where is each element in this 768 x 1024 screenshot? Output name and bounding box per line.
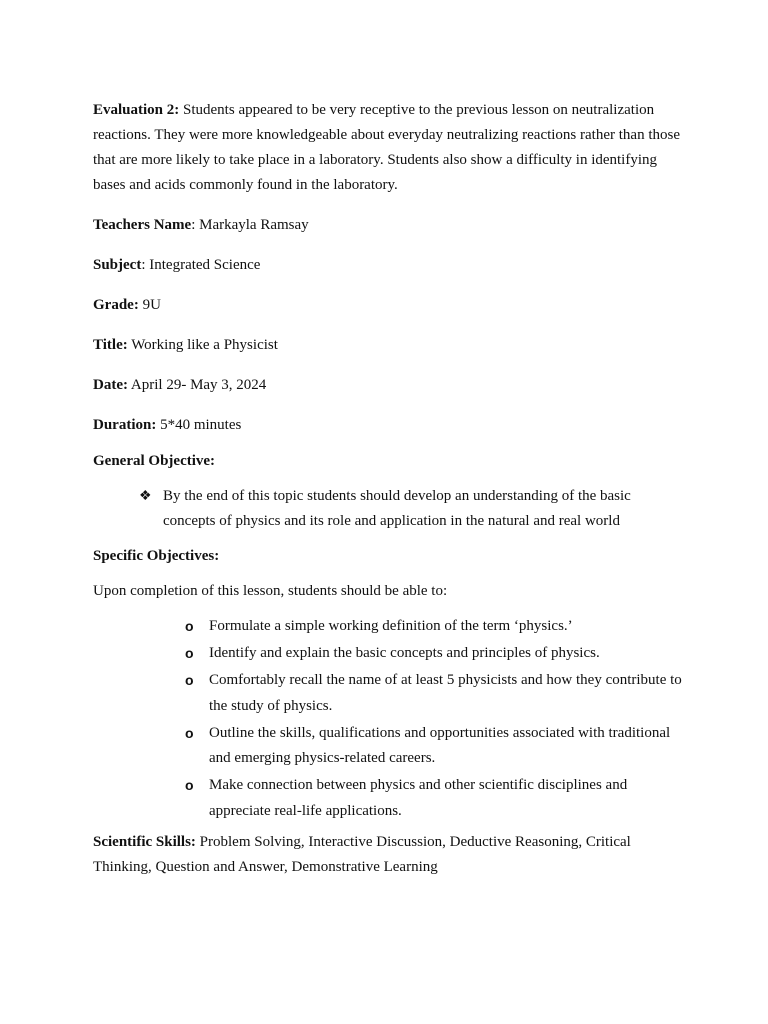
- circle-bullet-icon: o: [185, 618, 194, 634]
- specific-objective-text: Identify and explain the basic concepts and principles of physics.: [209, 645, 600, 661]
- duration-value: 5*40 minutes: [156, 417, 242, 433]
- specific-objectives-heading-text: Specific Objectives:: [93, 548, 220, 564]
- specific-objectives-intro: Upon completion of this lesson, students should be able to:: [93, 583, 448, 599]
- list-item: [93, 668, 683, 719]
- grade-value: 9U: [138, 297, 161, 313]
- grade-field: [93, 293, 683, 318]
- duration-field: [93, 413, 683, 438]
- specific-objective-text: Formulate a simple working definition of the term ‘physics.’: [209, 618, 573, 634]
- evaluation-label: Evaluation 2:: [93, 102, 180, 118]
- list-item: [93, 773, 683, 824]
- circle-bullet-icon: o: [185, 672, 194, 688]
- specific-objectives-list: [93, 614, 683, 824]
- date-label: Date:: [93, 377, 128, 393]
- diamond-bullet-icon: ❖: [139, 489, 152, 504]
- scientific-skills-paragraph: [93, 830, 683, 880]
- specific-objectives-heading: [93, 544, 683, 569]
- subject-label: Subject: [93, 257, 142, 273]
- teacher-name-field: [93, 213, 683, 238]
- duration-label: Duration:: [93, 417, 157, 433]
- list-item: [93, 641, 683, 667]
- scientific-skills-text: Problem Solving, Interactive Discussion, Deductive Reasoning, Critical Thinking, Question and Answer, Demonstrative Learning: [93, 834, 631, 875]
- circle-bullet-icon: o: [185, 724, 194, 741]
- specific-objective-text: Comfortably recall the name of at least 5 physicists and how they contribute to the study of physics.: [209, 672, 682, 714]
- teacher-name-value: : Markayla Ramsay: [191, 217, 309, 233]
- specific-objective-text: Outline the skills, qualifications and opportunities associated with traditional and emerging physics-related careers.: [209, 724, 671, 766]
- circle-bullet-icon: o: [185, 777, 194, 793]
- date-field: [93, 373, 683, 398]
- grade-label: Grade:: [93, 297, 139, 313]
- list-item: [93, 721, 683, 772]
- general-objective-heading: [93, 449, 683, 474]
- general-objective-text: By the end of this topic students should develop an understanding of the basic concepts of physics and its role and application in the natural and real world: [163, 488, 631, 529]
- general-objective-list: [93, 484, 683, 534]
- evaluation-paragraph: [93, 98, 683, 198]
- list-item: [93, 484, 683, 534]
- title-field: [93, 333, 683, 358]
- teacher-name-label: Teachers Name: [93, 217, 192, 233]
- document-page: [93, 98, 683, 880]
- specific-objective-text: Make connection between physics and other scientific disciplines and appreciate real-life applications.: [209, 777, 628, 819]
- list-item: [93, 614, 683, 640]
- title-value: Working like a Physicist: [127, 337, 278, 353]
- date-value: April 29- May 3, 2024: [127, 377, 267, 393]
- evaluation-text: Students appeared to be very receptive to the previous lesson on neutralization reactions. They were more knowledgeable about everyday neutralizing reactions rather than those that are more likely to take place in a laboratory. Students also show a difficulty in identifying bases and acids commonly found in the laboratory.: [93, 102, 680, 193]
- subject-value: : Integrated Science: [141, 257, 261, 273]
- title-label: Title:: [93, 337, 128, 353]
- scientific-skills-label: Scientific Skills:: [93, 834, 196, 850]
- circle-bullet-icon: o: [185, 645, 194, 661]
- subject-field: [93, 253, 683, 278]
- general-objective-heading-text: General Objective:: [93, 453, 216, 469]
